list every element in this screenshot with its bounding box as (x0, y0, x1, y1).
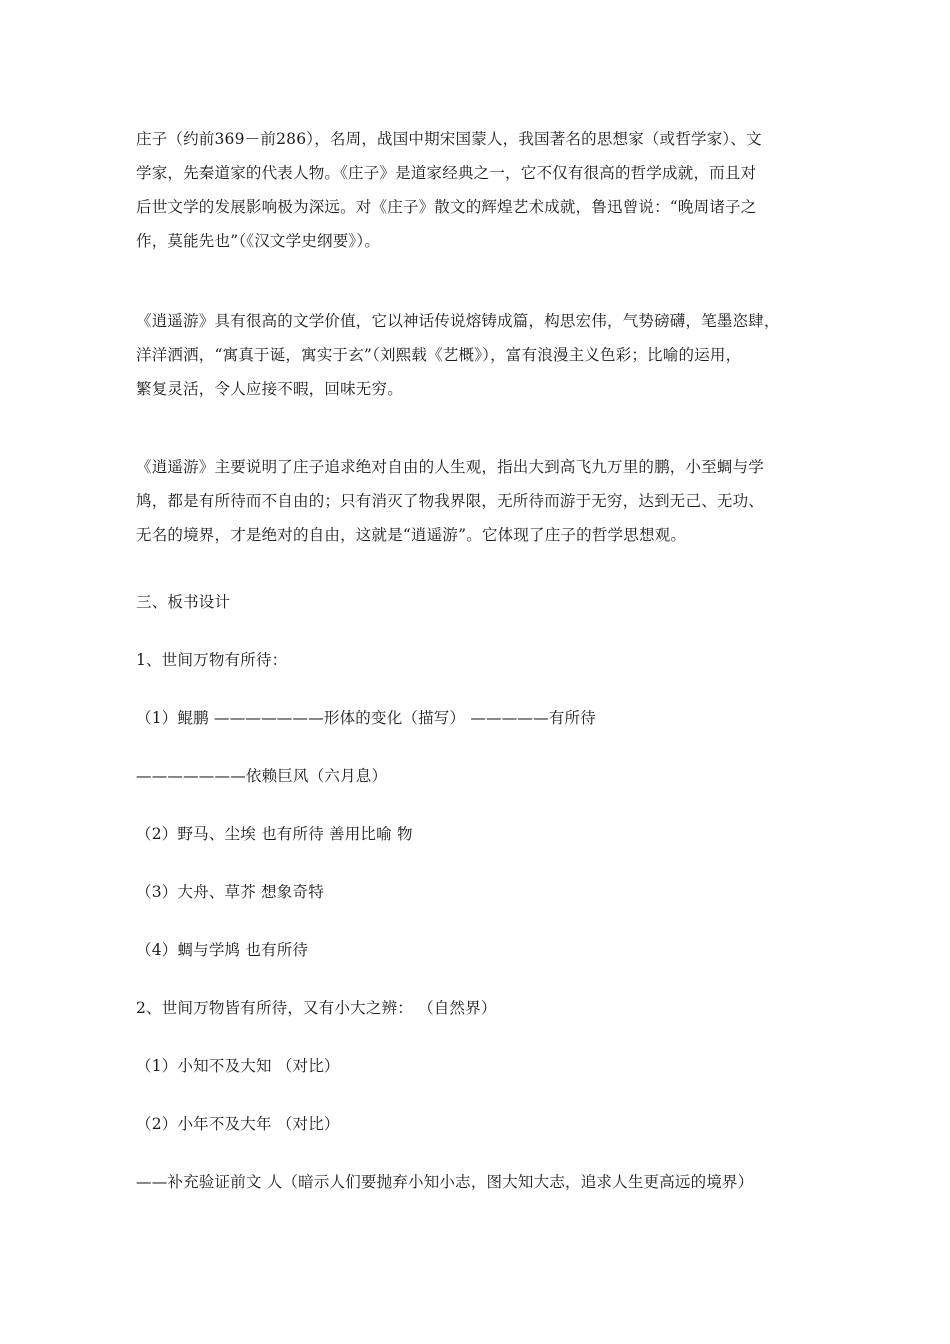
text-line: 作，莫能先也”（《汉文学史纲要》）。 (136, 232, 381, 250)
outline-subitem: （1）小知不及大知 （对比） (136, 1057, 340, 1075)
outline-subitem: （2）野马、尘埃 也有所待 善用比喻 物 (136, 825, 413, 843)
section-heading: 三、板书设计 (136, 593, 231, 611)
text-line: 《逍遥游》主要说明了庄子追求绝对自由的人生观，指出大到高飞九万里的鹏，小至蜩与学 (136, 458, 765, 476)
paragraph-main-idea (136, 450, 826, 552)
text-line: 无名的境界，才是绝对的自由，这就是“逍遥游”。它体现了庄子的哲学思想观。 (136, 526, 687, 544)
outline-subitem: ——补充验证前文 人（暗示人们要抛弃小知小志，图大知大志，追求人生更高远的境界） (136, 1173, 754, 1191)
outline-item: 2、世间万物皆有所待，又有小大之辨： （自然界） (136, 999, 497, 1017)
outline-subitem: （1）鲲鹏 ———————形体的变化（描写） —————有所待 (136, 709, 596, 727)
text-line: 繁复灵活，令人应接不暇，回味无穷。 (136, 380, 403, 398)
paragraph-zhuangzi-intro (136, 122, 826, 258)
paragraph-literary-value (136, 304, 826, 406)
outline-item: 1、世间万物有所待： (136, 651, 288, 669)
text-line: 洋洋洒洒，“寓真于诞，寓实于玄”（刘熙载《艺概》），富有浪漫主义色彩；比喻的运用， (136, 346, 742, 364)
outline-subitem: ———————依赖巨风（六月息） (136, 767, 388, 785)
text-line: 学家，先秦道家的代表人物。《庄子》是道家经典之一，它不仅有很高的哲学成就，而且对 (136, 164, 757, 182)
text-line: 后世文学的发展影响极为深远。对《庄子》散文的辉煌艺术成就，鲁迅曾说：“晚周诸子之 (136, 198, 757, 216)
outline-subitem: （4）蜩与学鸠 也有所待 (136, 941, 309, 959)
text-line: 《逍遥游》具有很高的文学价值，它以神话传说熔铸成篇，构思宏伟，气势磅礴，笔墨恣肆， (136, 312, 780, 330)
text-line: 鸠，都是有所待而不自由的；只有消灭了物我界限，无所待而游于无穷，达到无己、无功、 (136, 492, 765, 510)
text-line: 庄子（约前369－前286），名周，战国中期宋国蒙人，我国著名的思想家（或哲学家）、文 (136, 130, 762, 148)
outline-subitem: （2）小年不及大年 （对比） (136, 1115, 340, 1133)
outline-subitem: （3）大舟、草芥 想象奇特 (136, 883, 324, 901)
